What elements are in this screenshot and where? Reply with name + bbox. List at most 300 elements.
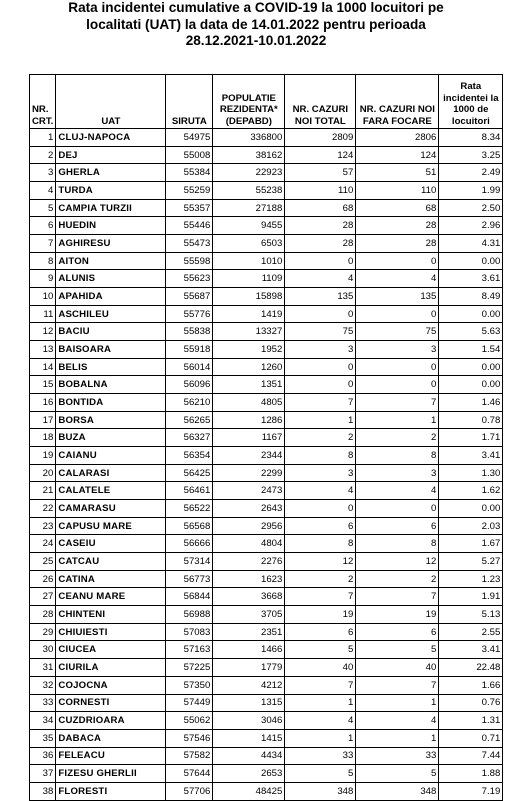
- cell-siruta: 56327: [166, 429, 213, 447]
- table-row: [30, 358, 503, 376]
- cell-rata: 0.78: [439, 411, 503, 429]
- cell-populatie: 2473: [213, 482, 285, 500]
- cell-siruta: 57225: [166, 659, 213, 677]
- cell-cazuri-total: 3: [285, 341, 356, 359]
- cell-uat: CAMARASU: [56, 500, 166, 518]
- cell-rata: 1.31: [439, 712, 503, 730]
- table-row: [30, 765, 503, 783]
- cell-siruta: 55838: [166, 323, 213, 341]
- cell-siruta: 55008: [166, 146, 213, 164]
- title-line-2: localitati (UAT) la data de 14.01.2022 pentru perioada: [86, 16, 426, 32]
- cell-nr: 32: [30, 676, 56, 694]
- cell-uat: FIZESU GHERLII: [56, 765, 166, 783]
- cell-cazuri-fara-focare: 2: [356, 570, 439, 588]
- table-row: [30, 270, 503, 288]
- cell-rata: 1.30: [439, 464, 503, 482]
- header-cazuri-total: NR. CAZURI NOI TOTAL: [285, 75, 356, 129]
- cell-nr: 16: [30, 394, 56, 412]
- cell-nr: 28: [30, 606, 56, 624]
- cell-siruta: 54975: [166, 129, 213, 147]
- header-uat: UAT: [56, 75, 166, 129]
- cell-populatie: 1167: [213, 429, 285, 447]
- table-row: [30, 164, 503, 182]
- cell-populatie: 2351: [213, 623, 285, 641]
- cell-nr: 10: [30, 288, 56, 306]
- cell-uat: ALUNIS: [56, 270, 166, 288]
- table-row: [30, 553, 503, 571]
- table-header-row: [30, 75, 503, 129]
- cell-nr: 25: [30, 553, 56, 571]
- cell-populatie: 4804: [213, 535, 285, 553]
- cell-rata: 2.55: [439, 623, 503, 641]
- cell-populatie: 2956: [213, 517, 285, 535]
- cell-siruta: 56666: [166, 535, 213, 553]
- cell-cazuri-total: 0: [285, 252, 356, 270]
- cell-rata: 0.00: [439, 252, 503, 270]
- header-cazuri-fara-focare: NR. CAZURI NOI FARA FOCARE: [356, 75, 439, 129]
- cell-populatie: 9455: [213, 217, 285, 235]
- cell-cazuri-total: 28: [285, 235, 356, 253]
- cell-populatie: 2299: [213, 464, 285, 482]
- cell-uat: CALARASI: [56, 464, 166, 482]
- cell-populatie: 1952: [213, 341, 285, 359]
- cell-nr: 20: [30, 464, 56, 482]
- cell-populatie: 1109: [213, 270, 285, 288]
- cell-cazuri-fara-focare: 33: [356, 747, 439, 765]
- cell-cazuri-fara-focare: 0: [356, 305, 439, 323]
- cell-siruta: 56210: [166, 394, 213, 412]
- cell-uat: CAIANU: [56, 447, 166, 465]
- cell-populatie: 15898: [213, 288, 285, 306]
- cell-rata: 7.19: [439, 782, 503, 800]
- cell-siruta: 57644: [166, 765, 213, 783]
- document-title: [0, 0, 512, 50]
- cell-cazuri-fara-focare: 7: [356, 676, 439, 694]
- table-row: [30, 411, 503, 429]
- cell-cazuri-fara-focare: 5: [356, 641, 439, 659]
- cell-cazuri-fara-focare: 124: [356, 146, 439, 164]
- cell-rata: 1.62: [439, 482, 503, 500]
- cell-populatie: 1419: [213, 305, 285, 323]
- cell-populatie: 4212: [213, 676, 285, 694]
- cell-populatie: 3046: [213, 712, 285, 730]
- cell-nr: 30: [30, 641, 56, 659]
- cell-uat: HUEDIN: [56, 217, 166, 235]
- cell-nr: 9: [30, 270, 56, 288]
- cell-cazuri-total: 2: [285, 570, 356, 588]
- cell-nr: 7: [30, 235, 56, 253]
- cell-nr: 8: [30, 252, 56, 270]
- cell-nr: 37: [30, 765, 56, 783]
- cell-cazuri-total: 4: [285, 712, 356, 730]
- cell-siruta: 57350: [166, 676, 213, 694]
- cell-populatie: 336800: [213, 129, 285, 147]
- cell-nr: 4: [30, 182, 56, 200]
- table-row: [30, 641, 503, 659]
- cell-cazuri-fara-focare: 6: [356, 623, 439, 641]
- cell-cazuri-total: 135: [285, 288, 356, 306]
- cell-cazuri-fara-focare: 2806: [356, 129, 439, 147]
- table-row: [30, 447, 503, 465]
- cell-uat: GHERLA: [56, 164, 166, 182]
- cell-cazuri-total: 2: [285, 429, 356, 447]
- cell-nr: 38: [30, 782, 56, 800]
- cell-nr: 24: [30, 535, 56, 553]
- cell-cazuri-total: 12: [285, 553, 356, 571]
- cell-nr: 2: [30, 146, 56, 164]
- cell-uat: CORNESTI: [56, 694, 166, 712]
- cell-uat: CIUCEA: [56, 641, 166, 659]
- table-row: [30, 747, 503, 765]
- cell-populatie: 27188: [213, 199, 285, 217]
- cell-cazuri-total: 4: [285, 270, 356, 288]
- cell-populatie: 22923: [213, 164, 285, 182]
- cell-cazuri-total: 3: [285, 464, 356, 482]
- table-row: [30, 288, 503, 306]
- table-row: [30, 394, 503, 412]
- cell-cazuri-total: 7: [285, 394, 356, 412]
- cell-nr: 12: [30, 323, 56, 341]
- cell-uat: CATINA: [56, 570, 166, 588]
- cell-cazuri-fara-focare: 19: [356, 606, 439, 624]
- cell-siruta: 57706: [166, 782, 213, 800]
- cell-populatie: 48425: [213, 782, 285, 800]
- cell-cazuri-total: 0: [285, 376, 356, 394]
- cell-populatie: 1623: [213, 570, 285, 588]
- cell-siruta: 57163: [166, 641, 213, 659]
- cell-cazuri-fara-focare: 40: [356, 659, 439, 677]
- cell-populatie: 4434: [213, 747, 285, 765]
- cell-rata: 0.00: [439, 305, 503, 323]
- table-row: [30, 129, 503, 147]
- cell-siruta: 56014: [166, 358, 213, 376]
- cell-siruta: 56522: [166, 500, 213, 518]
- cell-siruta: 55473: [166, 235, 213, 253]
- table-row: [30, 182, 503, 200]
- cell-rata: 1.88: [439, 765, 503, 783]
- cell-cazuri-total: 1: [285, 694, 356, 712]
- cell-siruta: 55357: [166, 199, 213, 217]
- cell-cazuri-fara-focare: 4: [356, 482, 439, 500]
- cell-siruta: 55446: [166, 217, 213, 235]
- cell-populatie: 3668: [213, 588, 285, 606]
- cell-uat: FLORESTI: [56, 782, 166, 800]
- cell-cazuri-total: 6: [285, 517, 356, 535]
- cell-cazuri-fara-focare: 0: [356, 358, 439, 376]
- cell-nr: 34: [30, 712, 56, 730]
- cell-populatie: 1260: [213, 358, 285, 376]
- cell-uat: COJOCNA: [56, 676, 166, 694]
- cell-cazuri-fara-focare: 12: [356, 553, 439, 571]
- cell-cazuri-total: 2809: [285, 129, 356, 147]
- cell-nr: 1: [30, 129, 56, 147]
- cell-uat: CIURILA: [56, 659, 166, 677]
- cell-cazuri-fara-focare: 4: [356, 712, 439, 730]
- cell-uat: BUZA: [56, 429, 166, 447]
- cell-cazuri-fara-focare: 348: [356, 782, 439, 800]
- cell-uat: APAHIDA: [56, 288, 166, 306]
- cell-cazuri-total: 4: [285, 482, 356, 500]
- cell-cazuri-total: 124: [285, 146, 356, 164]
- cell-nr: 27: [30, 588, 56, 606]
- table-row: [30, 517, 503, 535]
- cell-cazuri-fara-focare: 8: [356, 535, 439, 553]
- cell-nr: 17: [30, 411, 56, 429]
- cell-siruta: 55776: [166, 305, 213, 323]
- cell-populatie: 1286: [213, 411, 285, 429]
- cell-uat: BACIU: [56, 323, 166, 341]
- cell-rata: 0.00: [439, 376, 503, 394]
- title-line-3: 28.12.2021-10.01.2022: [185, 33, 327, 48]
- cell-rata: 1.99: [439, 182, 503, 200]
- table-row: [30, 252, 503, 270]
- table-row: [30, 341, 503, 359]
- cell-siruta: 57546: [166, 729, 213, 747]
- cell-cazuri-fara-focare: 110: [356, 182, 439, 200]
- cell-cazuri-fara-focare: 6: [356, 517, 439, 535]
- cell-cazuri-total: 7: [285, 676, 356, 694]
- cell-rata: 8.49: [439, 288, 503, 306]
- table-row: [30, 623, 503, 641]
- cell-uat: CUZDRIOARA: [56, 712, 166, 730]
- cell-rata: 3.41: [439, 447, 503, 465]
- cell-rata: 1.23: [439, 570, 503, 588]
- cell-siruta: 55918: [166, 341, 213, 359]
- cell-cazuri-fara-focare: 3: [356, 464, 439, 482]
- table-row: [30, 712, 503, 730]
- cell-siruta: 57582: [166, 747, 213, 765]
- cell-siruta: 55259: [166, 182, 213, 200]
- cell-nr: 23: [30, 517, 56, 535]
- table-row: [30, 729, 503, 747]
- cell-uat: AITON: [56, 252, 166, 270]
- cell-rata: 8.34: [439, 129, 503, 147]
- cell-cazuri-total: 57: [285, 164, 356, 182]
- cell-uat: BELIS: [56, 358, 166, 376]
- cell-populatie: 1415: [213, 729, 285, 747]
- cell-rata: 3.61: [439, 270, 503, 288]
- cell-populatie: 38162: [213, 146, 285, 164]
- cell-rata: 1.67: [439, 535, 503, 553]
- cell-cazuri-total: 110: [285, 182, 356, 200]
- cell-nr: 29: [30, 623, 56, 641]
- cell-rata: 1.71: [439, 429, 503, 447]
- cell-cazuri-fara-focare: 1: [356, 694, 439, 712]
- table-row: [30, 305, 503, 323]
- table-row: [30, 500, 503, 518]
- cell-cazuri-total: 75: [285, 323, 356, 341]
- cell-uat: BORSA: [56, 411, 166, 429]
- cell-rata: 5.63: [439, 323, 503, 341]
- table-row: [30, 694, 503, 712]
- cell-nr: 33: [30, 694, 56, 712]
- table-row: [30, 429, 503, 447]
- cell-rata: 0.76: [439, 694, 503, 712]
- cell-rata: 0.00: [439, 500, 503, 518]
- cell-cazuri-total: 5: [285, 641, 356, 659]
- cell-cazuri-total: 7: [285, 588, 356, 606]
- cell-nr: 14: [30, 358, 56, 376]
- cell-siruta: 56354: [166, 447, 213, 465]
- cell-populatie: 4805: [213, 394, 285, 412]
- cell-uat: DABACA: [56, 729, 166, 747]
- table-row: [30, 588, 503, 606]
- cell-rata: 5.27: [439, 553, 503, 571]
- cell-populatie: 1351: [213, 376, 285, 394]
- cell-cazuri-fara-focare: 0: [356, 500, 439, 518]
- incidence-table: [29, 74, 503, 801]
- cell-rata: 22.48: [439, 659, 503, 677]
- cell-siruta: 57314: [166, 553, 213, 571]
- table-row: [30, 235, 503, 253]
- cell-nr: 13: [30, 341, 56, 359]
- cell-cazuri-total: 33: [285, 747, 356, 765]
- cell-cazuri-fara-focare: 4: [356, 270, 439, 288]
- cell-cazuri-fara-focare: 2: [356, 429, 439, 447]
- table-row: [30, 676, 503, 694]
- cell-populatie: 2276: [213, 553, 285, 571]
- table-row: [30, 464, 503, 482]
- cell-uat: CALATELE: [56, 482, 166, 500]
- cell-nr: 36: [30, 747, 56, 765]
- cell-cazuri-total: 1: [285, 411, 356, 429]
- cell-rata: 0.00: [439, 358, 503, 376]
- cell-nr: 26: [30, 570, 56, 588]
- cell-cazuri-total: 40: [285, 659, 356, 677]
- cell-cazuri-total: 6: [285, 623, 356, 641]
- cell-cazuri-total: 0: [285, 358, 356, 376]
- cell-rata: 1.66: [439, 676, 503, 694]
- header-rata: Rata incidentei la 1000 de locuitori: [439, 75, 503, 129]
- cell-populatie: 55238: [213, 182, 285, 200]
- cell-cazuri-fara-focare: 28: [356, 217, 439, 235]
- cell-siruta: 55062: [166, 712, 213, 730]
- header-populatie: POPULATIE REZIDENTA* (DEPABD): [213, 75, 285, 129]
- cell-populatie: 1466: [213, 641, 285, 659]
- cell-cazuri-total: 28: [285, 217, 356, 235]
- cell-siruta: 56773: [166, 570, 213, 588]
- cell-siruta: 55384: [166, 164, 213, 182]
- cell-siruta: 56988: [166, 606, 213, 624]
- cell-cazuri-fara-focare: 68: [356, 199, 439, 217]
- cell-rata: 3.41: [439, 641, 503, 659]
- cell-populatie: 13327: [213, 323, 285, 341]
- cell-cazuri-total: 348: [285, 782, 356, 800]
- cell-uat: BAISOARA: [56, 341, 166, 359]
- cell-cazuri-total: 0: [285, 500, 356, 518]
- cell-rata: 2.50: [439, 199, 503, 217]
- cell-populatie: 6503: [213, 235, 285, 253]
- cell-siruta: 55598: [166, 252, 213, 270]
- cell-uat: AGHIRESU: [56, 235, 166, 253]
- cell-populatie: 1779: [213, 659, 285, 677]
- cell-populatie: 1010: [213, 252, 285, 270]
- title-line-1: Rata incidentei cumulative a COVID-19 la 1000 locuitori pe: [68, 0, 444, 15]
- cell-rata: 1.46: [439, 394, 503, 412]
- cell-cazuri-fara-focare: 51: [356, 164, 439, 182]
- cell-cazuri-fara-focare: 5: [356, 765, 439, 783]
- cell-cazuri-fara-focare: 0: [356, 376, 439, 394]
- cell-uat: TURDA: [56, 182, 166, 200]
- table-row: [30, 659, 503, 677]
- cell-nr: 22: [30, 500, 56, 518]
- cell-rata: 2.03: [439, 517, 503, 535]
- cell-cazuri-fara-focare: 3: [356, 341, 439, 359]
- cell-nr: 11: [30, 305, 56, 323]
- cell-uat: CHIUIESTI: [56, 623, 166, 641]
- cell-rata: 1.54: [439, 341, 503, 359]
- cell-cazuri-fara-focare: 75: [356, 323, 439, 341]
- table-row: [30, 323, 503, 341]
- table-body: [30, 129, 503, 801]
- cell-rata: 4.31: [439, 235, 503, 253]
- cell-siruta: 56568: [166, 517, 213, 535]
- cell-siruta: 56096: [166, 376, 213, 394]
- cell-nr: 21: [30, 482, 56, 500]
- table-row: [30, 535, 503, 553]
- cell-uat: CASEIU: [56, 535, 166, 553]
- cell-populatie: 2643: [213, 500, 285, 518]
- cell-populatie: 2653: [213, 765, 285, 783]
- cell-uat: CEANU MARE: [56, 588, 166, 606]
- table-row: [30, 570, 503, 588]
- cell-rata: 5.13: [439, 606, 503, 624]
- cell-siruta: 56425: [166, 464, 213, 482]
- cell-nr: 15: [30, 376, 56, 394]
- table-row: [30, 782, 503, 800]
- cell-populatie: 2344: [213, 447, 285, 465]
- cell-nr: 35: [30, 729, 56, 747]
- cell-siruta: 56265: [166, 411, 213, 429]
- cell-cazuri-fara-focare: 28: [356, 235, 439, 253]
- cell-uat: BONTIDA: [56, 394, 166, 412]
- table-row: [30, 376, 503, 394]
- cell-nr: 18: [30, 429, 56, 447]
- cell-siruta: 55687: [166, 288, 213, 306]
- cell-cazuri-total: 0: [285, 305, 356, 323]
- cell-nr: 5: [30, 199, 56, 217]
- cell-siruta: 57449: [166, 694, 213, 712]
- cell-rata: 3.25: [439, 146, 503, 164]
- table-row: [30, 146, 503, 164]
- cell-uat: CATCAU: [56, 553, 166, 571]
- table-row: [30, 217, 503, 235]
- cell-cazuri-total: 5: [285, 765, 356, 783]
- cell-cazuri-fara-focare: 7: [356, 394, 439, 412]
- cell-populatie: 3705: [213, 606, 285, 624]
- cell-nr: 19: [30, 447, 56, 465]
- cell-cazuri-fara-focare: 1: [356, 729, 439, 747]
- cell-uat: CLUJ-NAPOCA: [56, 129, 166, 147]
- cell-cazuri-total: 1: [285, 729, 356, 747]
- cell-cazuri-total: 68: [285, 199, 356, 217]
- cell-siruta: 57083: [166, 623, 213, 641]
- cell-nr: 31: [30, 659, 56, 677]
- header-siruta: SIRUTA: [166, 75, 213, 129]
- cell-siruta: 56844: [166, 588, 213, 606]
- cell-cazuri-fara-focare: 8: [356, 447, 439, 465]
- table-row: [30, 199, 503, 217]
- cell-cazuri-fara-focare: 7: [356, 588, 439, 606]
- header-nr-crt: NR. CRT.: [30, 75, 56, 129]
- cell-cazuri-total: 8: [285, 535, 356, 553]
- table-row: [30, 606, 503, 624]
- cell-cazuri-fara-focare: 135: [356, 288, 439, 306]
- cell-cazuri-total: 19: [285, 606, 356, 624]
- cell-uat: CAMPIA TURZII: [56, 199, 166, 217]
- cell-cazuri-fara-focare: 0: [356, 252, 439, 270]
- cell-uat: ASCHILEU: [56, 305, 166, 323]
